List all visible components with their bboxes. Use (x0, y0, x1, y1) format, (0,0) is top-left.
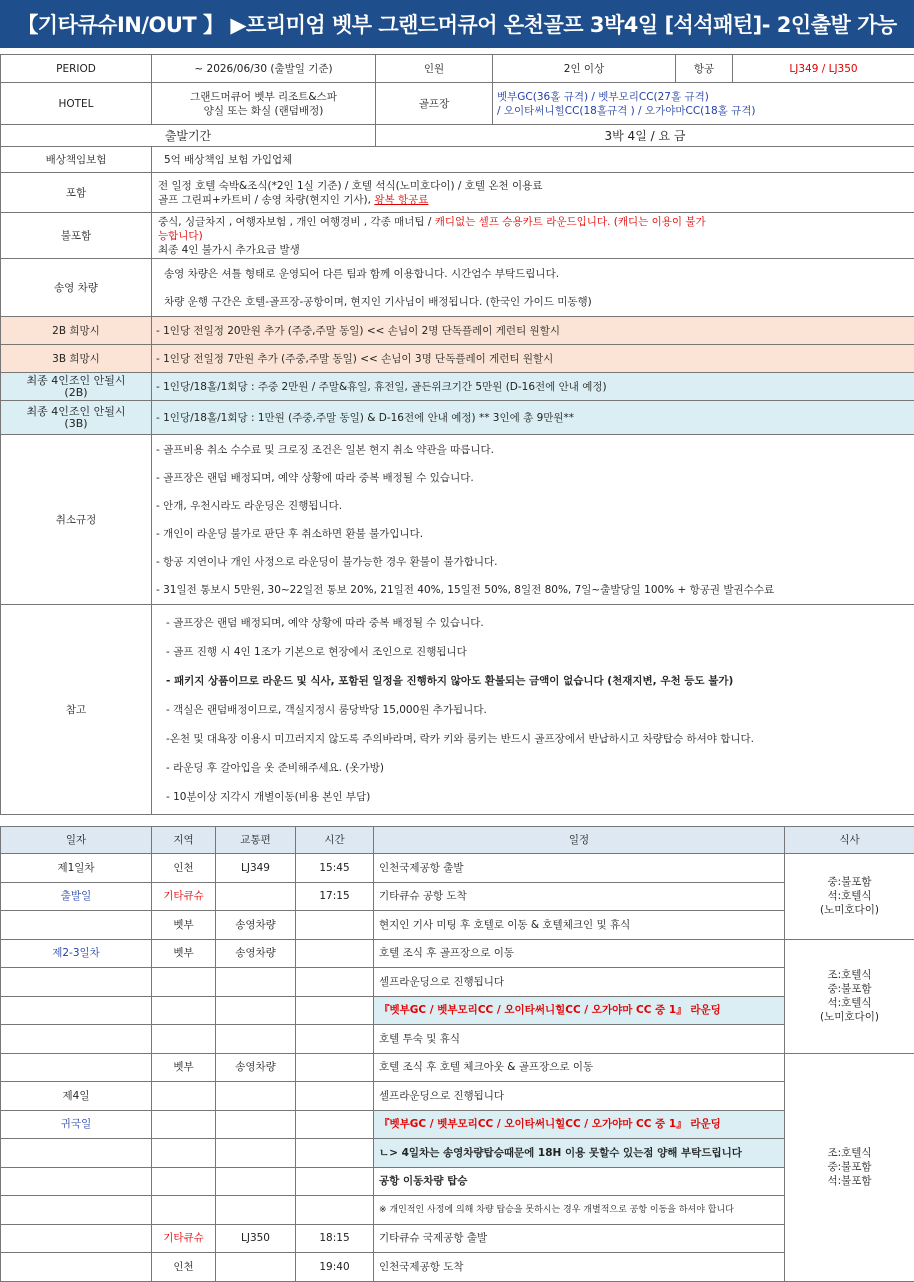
cancel-line: - 31일전 통보시 5만원, 30~22일전 통보 20%, 21일전 40%, 15일전 50%, 8일전 80%, 7일~출발당일 100% + 항공권 발권수수료 (156, 583, 910, 597)
cancel-line: - 개인이 라운딩 불가로 판단 후 취소하면 환불 불가입니다. (156, 527, 910, 541)
meal-line: 중:불포함 (790, 982, 909, 996)
hotel-name: 그랜드머큐어 벳부 리조트&스파 (156, 90, 371, 104)
notes-line: - 골프장은 랜덤 배정되며, 예약 상황에 따라 중복 배정될 수 있습니다. (166, 616, 910, 630)
self-cart-notice: 캐디없는 셀프 승용카트 라운드입니다. (캐디는 이용이 불가 (435, 216, 706, 228)
itinerary-header-transport: 교통편 (216, 827, 296, 854)
meal-line: 중:불포함 (790, 875, 909, 889)
time (296, 911, 374, 940)
region: 인천 (152, 854, 216, 883)
final-2b-label (1, 373, 152, 401)
golf-courses (493, 83, 914, 125)
insurance-label: 배상책임보험 (1, 147, 152, 173)
day-empty (1, 1224, 152, 1253)
region (152, 1082, 216, 1111)
itinerary-header-day: 일자 (1, 827, 152, 854)
cancel-policy-text (152, 435, 914, 605)
time (296, 1053, 374, 1082)
meal-line: 석:불포함 (790, 1174, 909, 1188)
final-3b-label-line: (3B) (5, 418, 147, 430)
itinerary-header-time: 시간 (296, 827, 374, 854)
cancel-line: - 안개, 우천시라도 라운딩은 진행됩니다. (156, 499, 910, 513)
hotel-value (152, 83, 376, 125)
included-label: 포함 (1, 173, 152, 213)
day-label: 제1일차 (1, 854, 152, 883)
meal-line: 조:호텔식 (790, 968, 909, 982)
shuttle-line: 송영 차량은 셔틀 형태로 운영되어 다른 팀과 함께 이용합니다. 시간엄수 부탁드립니다. (164, 267, 910, 281)
pax-label: 인원 (376, 55, 493, 83)
day-empty (1, 1196, 152, 1225)
region (152, 1139, 216, 1168)
transport (216, 1167, 296, 1196)
excluded-label: 불포함 (1, 213, 152, 259)
region (152, 1196, 216, 1225)
time: 15:45 (296, 854, 374, 883)
excluded-line: 최종 4인 불가시 추가요금 발생 (158, 243, 910, 257)
transport (216, 1253, 296, 1282)
table-row (1, 1110, 914, 1139)
pax-value: 2인 이상 (493, 55, 676, 83)
golf-label: 골프장 (376, 83, 493, 125)
flight-label: 항공 (676, 55, 733, 83)
shuttle-label: 송영 차량 (1, 259, 152, 317)
plan-note: ※ 개인적인 사정에 의해 차량 탑승을 못하시는 경우 개별적으로 공항 이동을 하셔야 합니다 (374, 1196, 785, 1225)
time (296, 1167, 374, 1196)
day-sub-label: 출발일 (1, 882, 152, 911)
hotel-label: HOTEL (1, 83, 152, 125)
shuttle-text (152, 259, 914, 317)
time: 18:15 (296, 1224, 374, 1253)
notes-text (152, 605, 914, 815)
day-empty (1, 1025, 152, 1054)
plan: 셀프라운딩으로 진행됩니다 (374, 1082, 785, 1111)
itinerary-header-meal: 식사 (785, 827, 914, 854)
final-3b-text: - 1인당/18홀/1회당 : 1만원 (주중,주말 동일) & D-16전에 안내 예정) ** 3인에 총 9만원** (152, 401, 914, 435)
cancel-line: - 골프비용 취소 수수료 및 크로징 조건은 일본 현지 취소 약관을 따릅니다. (156, 443, 910, 457)
departure-period-label: 출발기간 (1, 125, 376, 147)
notes-label: 참고 (1, 605, 152, 815)
day-empty (1, 911, 152, 940)
product-info-table (0, 54, 914, 815)
plan-notice: ㄴ> 4일차는 송영차량탑승때문에 18H 이용 못할수 있는점 양해 부탁드립니다 (374, 1139, 785, 1168)
final-2b-label-line: (2B) (5, 387, 147, 399)
final-3b-label (1, 401, 152, 435)
notes-line: - 골프 진행 시 4인 1조가 기본으로 현장에서 조인으로 진행됩니다 (166, 645, 910, 659)
plan-golf-highlight: 『벳부GC / 벳부모리CC / 오이타써니힐CC / 오가야마 CC 중 1』 라운딩 (374, 1110, 785, 1139)
excluded-text (152, 213, 914, 259)
day-empty (1, 1167, 152, 1196)
plan: 기타큐슈 국제공항 출발 (374, 1224, 785, 1253)
itinerary-header-region: 지역 (152, 827, 216, 854)
plan: 기타큐슈 공항 도착 (374, 882, 785, 911)
transport: 송영차량 (216, 1053, 296, 1082)
meal-line: 조:호텔식 (790, 1146, 909, 1160)
itinerary-table (0, 826, 914, 1282)
notes-line: - 라운딩 후 갈아입을 옷 준비해주세요. (옷가방) (166, 761, 910, 775)
final-2b-label-line: 최종 4인조인 안될시 (5, 375, 147, 387)
transport (216, 1196, 296, 1225)
notes-line: - 10분이상 지각시 개별이동(비용 본인 부담) (166, 790, 910, 804)
meal-line: 중:불포함 (790, 1160, 909, 1174)
final-3b-label-line: 최종 4인조인 안될시 (5, 406, 147, 418)
plan: 인천국제공항 출발 (374, 854, 785, 883)
day-empty (1, 968, 152, 997)
region: 기타큐슈 (152, 1224, 216, 1253)
option-3b-text: - 1인당 전일정 7만원 추가 (주중,주말 동일) << 손님이 3명 단독플레이 게런티 원할시 (152, 345, 914, 373)
region: 인천 (152, 1253, 216, 1282)
transport: LJ350 (216, 1224, 296, 1253)
transport: LJ349 (216, 854, 296, 883)
day-empty (1, 1253, 152, 1282)
table-row (1, 1167, 914, 1196)
time: 19:40 (296, 1253, 374, 1282)
time (296, 939, 374, 968)
transport (216, 1082, 296, 1111)
region: 벳부 (152, 911, 216, 940)
period-label: PERIOD (1, 55, 152, 83)
time (296, 968, 374, 997)
day-label: 제2-3일차 (1, 939, 152, 968)
table-row (1, 1224, 914, 1253)
table-row (1, 1082, 914, 1111)
option-2b-label: 2B 희망시 (1, 317, 152, 345)
time (296, 1025, 374, 1054)
table-row (1, 968, 914, 997)
insurance-text: 5억 배상책임 보험 가입업체 (152, 147, 914, 173)
region (152, 1110, 216, 1139)
cancel-line: - 항공 지연이나 개인 사정으로 라운딩이 불가능한 경우 환불이 불가합니다. (156, 555, 910, 569)
option-3b-label: 3B 희망시 (1, 345, 152, 373)
transport: 송영차량 (216, 939, 296, 968)
plan: 호텔 투숙 및 휴식 (374, 1025, 785, 1054)
region: 벳부 (152, 939, 216, 968)
plan-golf-highlight: 『벳부GC / 벳부모리CC / 오이타써니힐CC / 오가야마 CC 중 1』 라운딩 (374, 996, 785, 1025)
day-label: 제4일 (1, 1082, 152, 1111)
table-row (1, 1139, 914, 1168)
region (152, 1167, 216, 1196)
meal-line: 석:호텔식 (790, 996, 909, 1010)
included-line (158, 193, 910, 207)
table-row (1, 1025, 914, 1054)
table-row (1, 1196, 914, 1225)
region: 벳부 (152, 1053, 216, 1082)
transport: 송영차량 (216, 911, 296, 940)
included-line: 전 일정 호텔 숙박&조식(*2인 1실 기준) / 호텔 석식(노미호다이) / 호텔 온천 이용료 (158, 179, 910, 193)
cancel-policy-label: 취소규정 (1, 435, 152, 605)
transport (216, 1139, 296, 1168)
plan: 호텔 조식 후 골프장으로 이동 (374, 939, 785, 968)
transport (216, 996, 296, 1025)
table-row (1, 996, 914, 1025)
time (296, 1082, 374, 1111)
table-row (1, 1253, 914, 1282)
region (152, 968, 216, 997)
meal-cell (785, 939, 914, 1053)
transport (216, 882, 296, 911)
meal-cell (785, 1053, 914, 1281)
table-row (1, 882, 914, 911)
meal-cell (785, 854, 914, 940)
plan: 현지인 기사 미팅 후 호텔로 이동 & 호텔체크인 및 휴식 (374, 911, 785, 940)
time (296, 1196, 374, 1225)
shuttle-line: 차량 운행 구간은 호텔-골프장-공항이며, 현지인 기사님이 배정됩니다. (한국인 가이드 미동행) (164, 295, 910, 309)
fee-label: 3박 4일 / 요 금 (376, 125, 914, 147)
table-row (1, 1053, 914, 1082)
plan: 인천국제공항 도착 (374, 1253, 785, 1282)
transport (216, 968, 296, 997)
included-text-part: 골프 그린피+카트비 / 송영 차량(현지인 기사), (158, 194, 371, 206)
table-row (1, 854, 914, 883)
excluded-text-part: 중식, 싱글차지 , 여행자보험 , 개인 여행경비 , 각종 매너팁 / (158, 216, 431, 228)
itinerary-header-plan: 일정 (374, 827, 785, 854)
table-row (1, 911, 914, 940)
transport (216, 1025, 296, 1054)
meal-line: (노미호다이) (790, 903, 909, 917)
excluded-line: 능합니다) (158, 229, 910, 243)
notes-line: - 패키지 상품이므로 라운드 및 식사, 포함된 일정을 진행하지 않아도 환불되는 금액이 없습니다 (천재지변, 우천 등도 불가) (166, 674, 910, 688)
final-2b-text: - 1인당/18홀/1회당 : 주중 2만원 / 주말&휴일, 휴전일, 골든위크기간 5만원 (D-16전에 안내 예정) (152, 373, 914, 401)
excluded-line (158, 215, 910, 229)
notes-line: - 객실은 랜덤배정이므로, 객실지정시 룸당박당 15,000원 추가됩니다. (166, 703, 910, 717)
time (296, 1110, 374, 1139)
table-row (1, 939, 914, 968)
period-value: ~ 2026/06/30 (출발일 기준) (152, 55, 376, 83)
airfare-included: 왕복 항공료 (374, 194, 428, 206)
notes-line: -온천 및 대욕장 이용시 미끄러지지 않도록 주의바라며, 락카 키와 룸키는 반드시 골프장에서 반납하시고 차량탑승 하셔야 합니다. (166, 732, 910, 746)
day-sub-label: 귀국일 (1, 1110, 152, 1139)
golf-course-line: / 오이타써니힐CC(18홀규격 ) / 오가야마CC(18홀 규격) (497, 104, 910, 118)
meal-line: 석:호텔식 (790, 889, 909, 903)
time: 17:15 (296, 882, 374, 911)
hotel-room: 양실 또는 화실 (랜덤배정) (156, 104, 371, 118)
region (152, 1025, 216, 1054)
plan: 호텔 조식 후 호텔 체크아웃 & 골프장으로 이동 (374, 1053, 785, 1082)
transport (216, 1110, 296, 1139)
option-2b-text: - 1인당 전일정 20만원 추가 (주중,주말 동일) << 손님이 2명 단독플레이 게런티 원할시 (152, 317, 914, 345)
flight-value: LJ349 / LJ350 (733, 55, 914, 83)
plan: 공항 이동차량 탑승 (374, 1167, 785, 1196)
included-text (152, 173, 914, 213)
time (296, 996, 374, 1025)
day-empty (1, 1139, 152, 1168)
plan: 셀프라운딩으로 진행됩니다 (374, 968, 785, 997)
page-title-banner: 【기타큐슈IN/OUT 】 ▶프리미엄 벳부 그랜드머큐어 온천골프 3박4일 [석석패턴]- 2인출발 가능 (0, 0, 914, 48)
region: 기타큐슈 (152, 882, 216, 911)
day-empty (1, 996, 152, 1025)
time (296, 1139, 374, 1168)
day-empty (1, 1053, 152, 1082)
golf-course-line: 벳부GC(36홀 규격) / 벳부모리CC(27홀 규격) (497, 90, 910, 104)
region (152, 996, 216, 1025)
cancel-line: - 골프장은 랜덤 배정되며, 예약 상황에 따라 중복 배정될 수 있습니다. (156, 471, 910, 485)
meal-line: (노미호다이) (790, 1010, 909, 1024)
